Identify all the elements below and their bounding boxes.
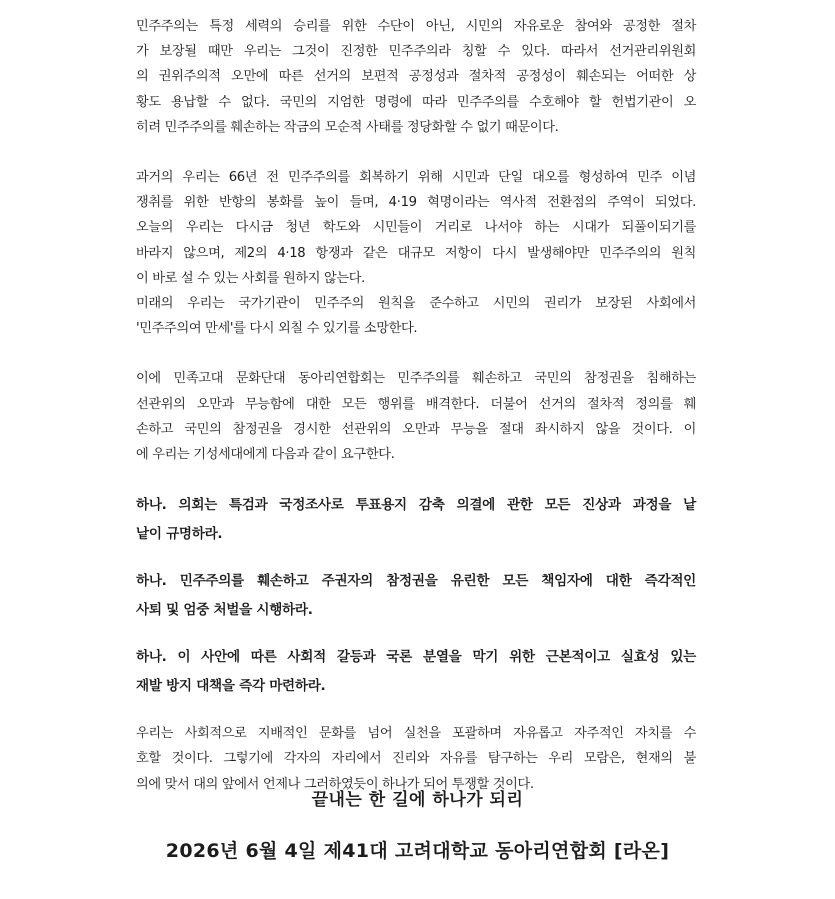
text-line: 에 우리는 기성세대에게 다음과 같이 요구한다. [136, 447, 395, 463]
text-line: 황도 용납할 수 없다. 국민의 지엄한 명령에 따라 민주주의를 수호해야 할 헌법기관이 오 [136, 94, 696, 110]
text-line: 우리는 사회적으로 지배적인 문화를 넘어 실천을 포괄하며 자유롭고 자주적인 자치를 수 [136, 726, 696, 742]
demand-line: 낱이 규명하라. [136, 526, 223, 543]
demand-line: 재발 방지 대책을 즉각 마련하라. [136, 678, 326, 695]
text-line: 가 보장될 때만 우리는 그것이 진정한 민주주의라 칭할 수 있다. 따라서 선거관리위원회 [136, 44, 696, 60]
demand-item [136, 567, 696, 625]
slogan: 끝내는 한 길에 하나가 되리 [311, 790, 524, 810]
demand-item [136, 491, 696, 549]
statement-document [136, 14, 696, 797]
text-line: 호할 것이다. 그렇기에 각자의 자리에서 진리와 자유를 탐구하는 우리 모람은, 현재의 불 [136, 751, 696, 767]
demand-line: 하나. 의회는 특검과 국정조사로 투표용지 감축 의결에 관한 모든 진상과 과정을 낱 [136, 497, 696, 514]
text-line: 히려 민주주의를 훼손하는 작금의 모순적 사태를 정당화할 수 없기 때문이다. [136, 119, 559, 135]
text-line: 바라지 않으며, 제2의 4·18 항쟁과 같은 대규모 저항이 다시 발생해야만 민주주의의 원칙 [136, 245, 696, 261]
text-line: '민주주의여 만세'를 다시 외칠 수 있기를 소망한다. [136, 321, 418, 337]
text-line: 의에 맞서 대의 앞에서 언제나 그러하였듯이 하나가 되어 투쟁할 것이다. [136, 776, 534, 792]
text-line: 미래의 우리는 국가기관이 민주주의 원칙을 준수하고 시민의 권리가 보장된 사회에서 [136, 296, 696, 312]
demand-line: 사퇴 및 엄중 처벌을 시행하라. [136, 602, 313, 619]
paragraph-intro [136, 14, 696, 140]
text-line: 오늘의 우리는 다시금 청년 학도와 시민들이 거리로 나서야 하는 시대가 되풀이되기를 [136, 220, 696, 236]
demand-line: 하나. 이 사안에 따른 사회적 갈등과 국론 분열을 막기 위한 근본적이고 실효성 있는 [136, 649, 696, 666]
text-line: 민주주의는 특정 세력의 승리를 위한 수단이 아닌, 시민의 자유로운 참여와 공정한 절차 [136, 19, 696, 34]
text-line: 선관위의 오만과 무능함에 대한 모든 행위를 배격한다. 더불어 선거의 절차적 정의를 훼 [136, 396, 696, 412]
text-line: 의 권위주의적 오만에 따른 선거의 보편적 공정성과 절차적 공정성이 훼손되는 어떠한 상 [136, 69, 696, 85]
text-line: 이 바로 설 수 있는 사회를 원하지 않는다. [136, 270, 365, 286]
text-line: 손하고 국민의 참정권을 경시한 선관위의 오만과 무능을 절대 좌시하지 않을 것이다. 이 [136, 421, 696, 437]
text-line: 쟁취를 위한 반항의 봉화를 높이 들며, 4·19 혁명이라는 역사적 전환점의 주역이 되었다. [136, 195, 696, 211]
text-line: 과거의 우리는 66년 전 민주주의를 회복하기 위해 시민과 단일 대오를 형성하여 민주 이념 [136, 170, 696, 186]
text-line: 이에 민족고대 문화단대 동아리연합회는 민주주의를 훼손하고 국민의 참정권을 침해하는 [136, 371, 696, 387]
signature-line: 2026년 6월 4일 제41대 고려대학교 동아리연합회 [라온] [165, 840, 670, 862]
demand-line: 하나. 민주주의를 훼손하고 주권자의 참정권을 유린한 모든 책임자에 대한 즉각적인 [136, 573, 696, 590]
paragraph-condemnation [136, 366, 696, 467]
demand-item [136, 643, 696, 701]
paragraph-past-present-future [136, 165, 696, 341]
